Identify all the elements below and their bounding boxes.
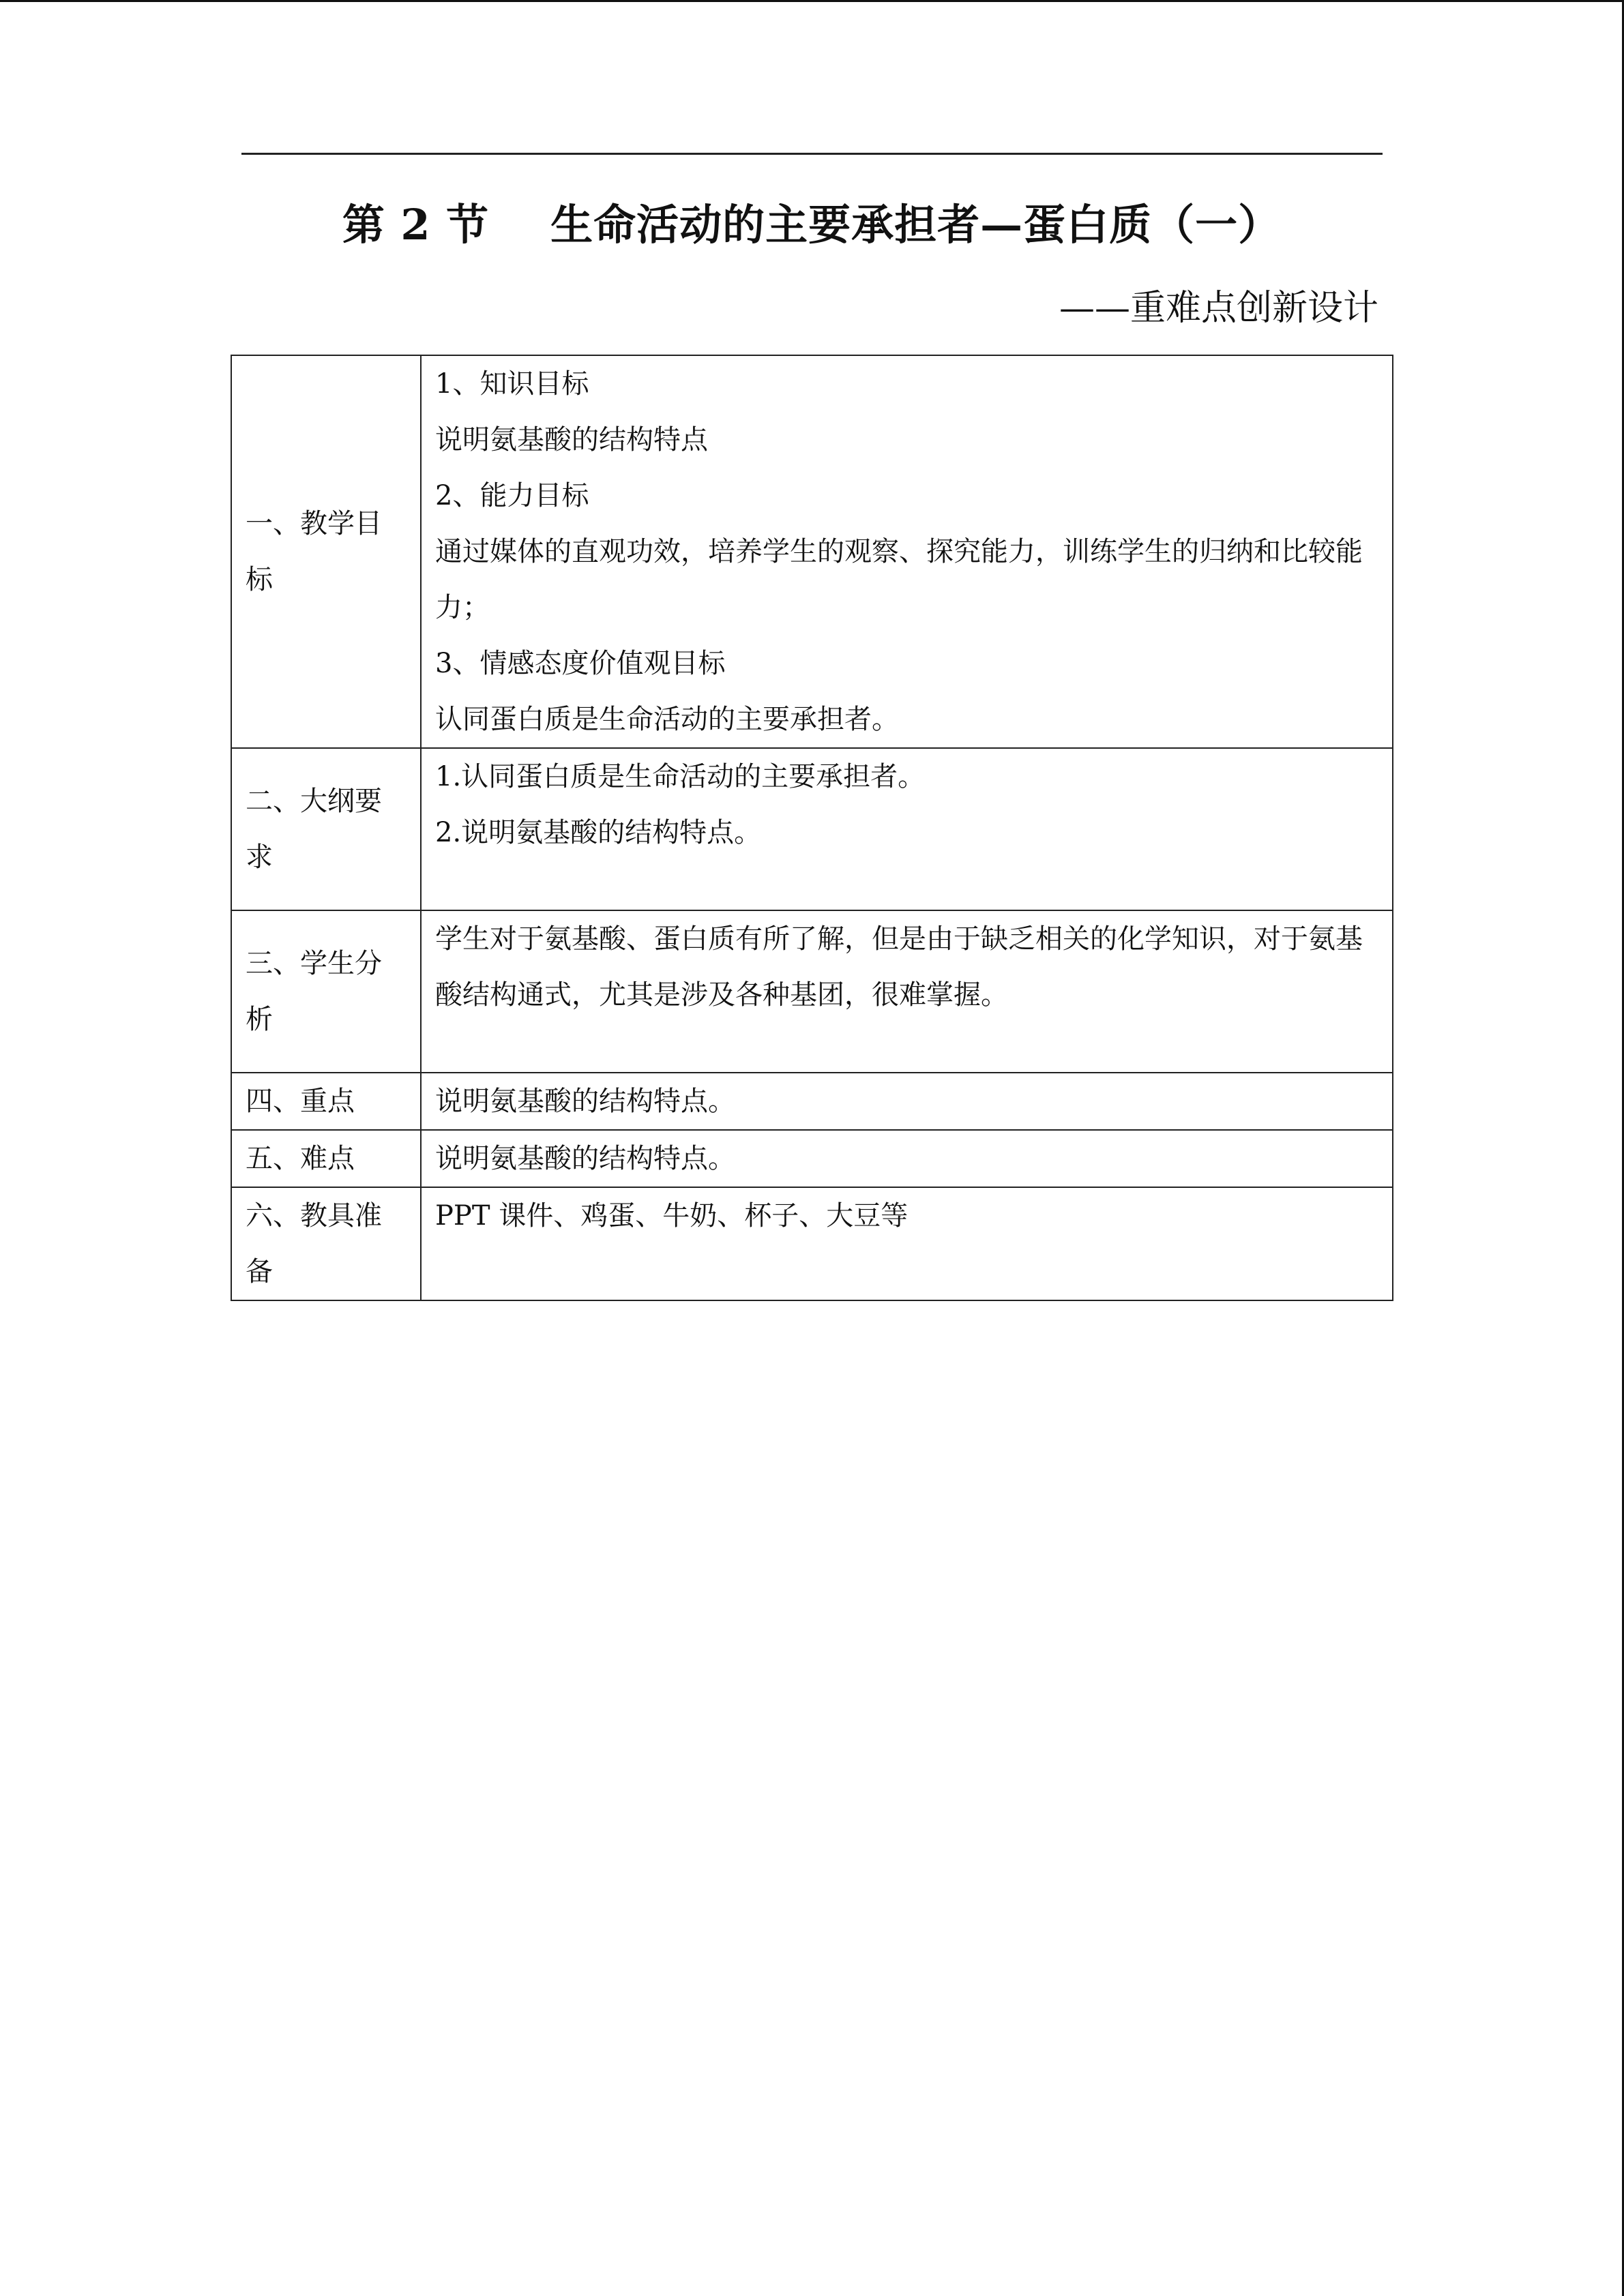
row-label: 六、教具准备 (231, 1187, 421, 1300)
content-line: 1、知识目标 (435, 368, 589, 400)
content-line: 3、情感态度价值观目标 (435, 648, 726, 679)
content-line: PPT 课件、鸡蛋、牛奶、杯子、大豆等 (435, 1200, 909, 1232)
row-content (421, 1130, 1393, 1187)
content-line: 说明氨基酸的结构特点。 (435, 1143, 735, 1174)
section-title: 生命活动的主要承担者—蛋白质（一） (550, 200, 1282, 250)
content-line: 学生对于氨基酸、蛋白质有所了解，但是由于缺乏相关的化学知识，对于氨基酸结构通式，尤其是涉及各种基团，很难掌握。 (435, 923, 1363, 1011)
content-line: 2、能力目标 (435, 480, 589, 511)
lesson-plan-table (231, 355, 1393, 1301)
page-subtitle: ——重难点创新设计 (1059, 288, 1378, 329)
content-line: 说明氨基酸的结构特点 (435, 424, 708, 456)
row-label: 一、教学目标 (231, 355, 421, 748)
table-row-key-point (231, 1073, 1393, 1130)
table-row-student-analysis (231, 910, 1393, 1073)
row-label: 四、重点 (231, 1073, 421, 1130)
row-content (421, 1187, 1393, 1300)
content-line: 2.说明氨基酸的结构特点。 (435, 817, 762, 848)
content-line: 1.认同蛋白质是生命活动的主要承担者。 (435, 761, 926, 792)
content-line: 说明氨基酸的结构特点。 (435, 1086, 735, 1117)
content-line: 认同蛋白质是生命活动的主要承担者。 (435, 704, 899, 735)
row-label: 五、难点 (231, 1130, 421, 1187)
row-content (421, 355, 1393, 748)
table-row-objectives (231, 355, 1393, 748)
header-rule (241, 153, 1383, 155)
table-row-difficulty (231, 1130, 1393, 1187)
row-content (421, 748, 1393, 910)
row-label: 二、大纲要求 (231, 748, 421, 910)
row-content (421, 910, 1393, 1073)
content-line: 通过媒体的直观功效，培养学生的观察、探究能力，训练学生的归纳和比较能力； (435, 536, 1363, 623)
row-content (421, 1073, 1393, 1130)
table-row-syllabus (231, 748, 1393, 910)
table-row-teaching-aids (231, 1187, 1393, 1300)
page-title (232, 194, 1391, 256)
row-label: 三、学生分析 (231, 910, 421, 1073)
section-number: 第 2 节 (342, 200, 490, 250)
